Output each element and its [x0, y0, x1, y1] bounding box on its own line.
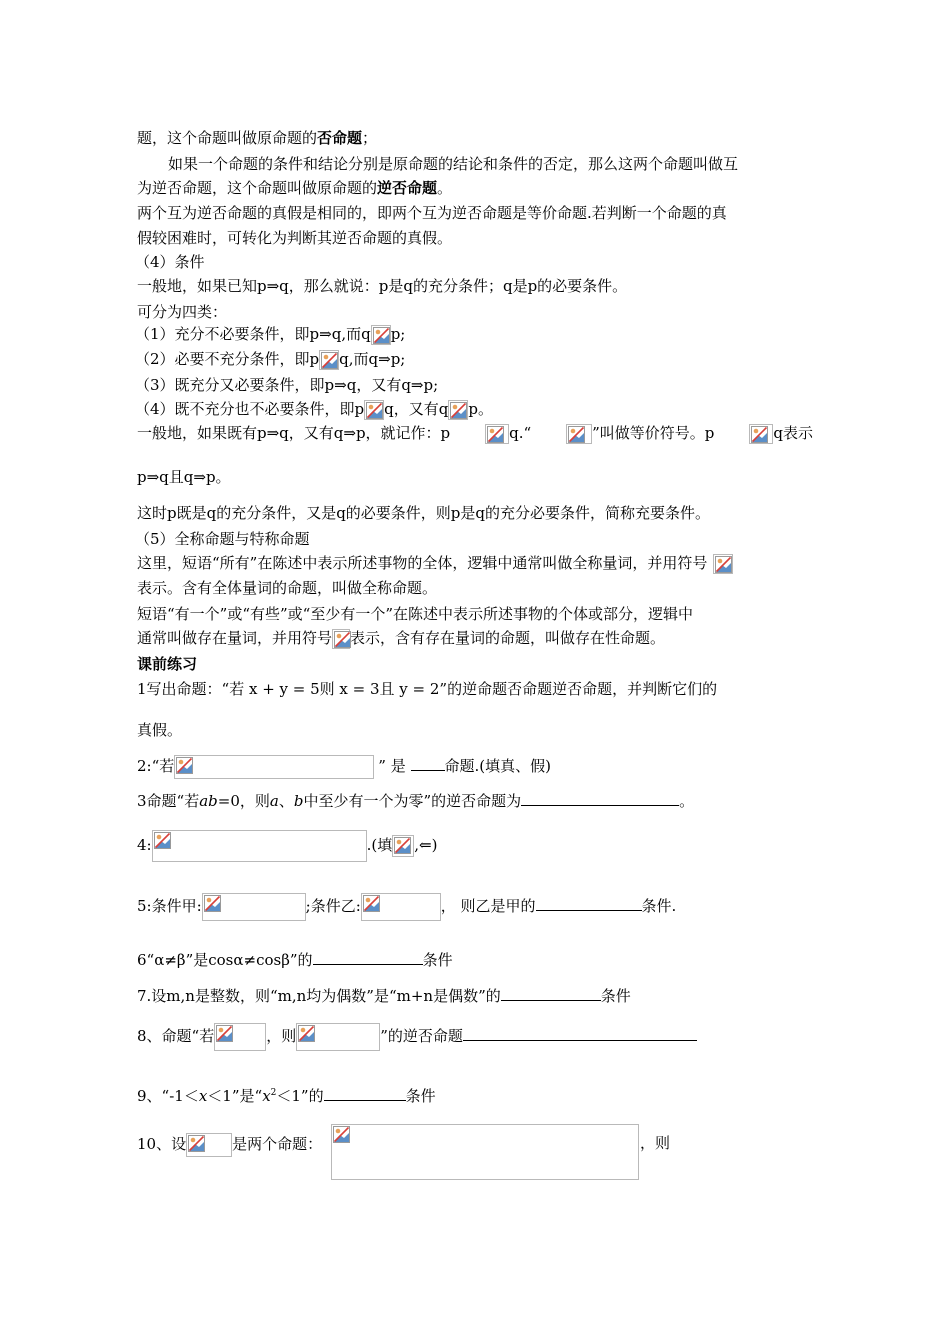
punct: ； — [362, 129, 378, 147]
section-heading-conditions: （4）条件 — [135, 253, 205, 271]
intro-line-4: 两个互为逆否命题的真假是相同的，即两个互为逆否命题是等价命题.若判断一个命题的真 — [137, 204, 727, 222]
broken-image-icon — [361, 893, 441, 921]
kind-3: （3）既充分又必要条件，即p⇒q，又有q⇒p; — [135, 376, 439, 394]
exercise-6: 6“α≠β”是cosα≠cosβ”的 条件 — [137, 951, 453, 969]
exercise-10-tail: ，则 — [640, 1134, 671, 1152]
intro-line-3 — [137, 178, 452, 198]
term-contrapositive: 逆否命题 — [377, 179, 438, 197]
broken-image-icon — [152, 830, 367, 862]
intro-text: 题，这个命题叫做原命题的 — [137, 129, 318, 147]
broken-image-icon — [332, 629, 350, 649]
exercises-heading: 课前练习 — [137, 655, 198, 673]
answer-blank[interactable] — [521, 791, 679, 806]
section-heading-quantifiers: （5）全称命题与特称命题 — [135, 530, 310, 548]
broken-image-icon — [448, 400, 468, 420]
broken-image-icon — [364, 400, 384, 420]
answer-blank[interactable] — [324, 1086, 406, 1101]
universal-line-1: 这里，短语“所有”在陈述中表示所述事物的全体，逻辑中通常叫做全称量词，并用符号 — [137, 553, 733, 574]
broken-image-icon — [713, 554, 733, 574]
answer-blank[interactable] — [501, 986, 601, 1001]
exercise-7: 7.设m,n是整数，则“m,n均为偶数”是“m+n是偶数”的 条件 — [137, 987, 631, 1005]
broken-image-icon — [174, 755, 374, 779]
broken-image-icon — [296, 1023, 380, 1051]
existential-line-2: 通常叫做存在量词，并用符号 表示，含有存在量词的命题，叫做存在性命题。 — [137, 629, 666, 647]
answer-blank[interactable] — [313, 950, 423, 965]
answer-blank[interactable] — [536, 896, 642, 911]
broken-image-icon — [186, 1133, 232, 1157]
exercise-9: 9、“-1＜x＜1”是“$x^2<1$”的 条件 — [137, 1087, 436, 1105]
exercise-1-line-2: 真假。 — [137, 721, 183, 739]
equivalence-line-2: p⇒q且q⇒p。 — [137, 468, 231, 486]
universal-line-2: 表示。含有全体量词的命题，叫做全称命题。 — [137, 579, 438, 597]
conditions-four-kinds: 可分为四类： — [137, 303, 228, 321]
broken-image-icon — [331, 1124, 639, 1180]
exercise-5: 5:条件甲: ;条件乙: ， 则乙是甲的 条件. — [137, 893, 676, 921]
intro-text: 为逆否命题，这个命题叫做原命题的 — [137, 179, 378, 197]
exercise-1-line-1: 1写出命题：“若 x + y = 5则 x = 3且 y = 2”的逆命题否命题逆否命题，并判断它们的 — [137, 680, 718, 698]
exercise-2: 2:“若 ” 是 命题.(填真、假) — [137, 755, 551, 779]
answer-blank[interactable] — [411, 756, 445, 771]
broken-image-icon — [566, 424, 592, 444]
exercise-10: 10、设 是两个命题： — [137, 1133, 322, 1157]
kind-4: （4）既不充分也不必要条件，即p q，又有q p。 — [135, 400, 493, 418]
exercise-8: 8、命题“若 ，则 ”的逆否命题 — [137, 1023, 697, 1051]
term-negation: 否命题 — [317, 129, 363, 147]
punct: 。 — [437, 179, 453, 197]
broken-image-icon — [319, 350, 339, 370]
broken-image-icon — [214, 1023, 266, 1051]
existential-line-1: 短语“有一个”或“有些”或“至少有一个”在陈述中表示所述事物的个体或部分，逻辑中 — [137, 605, 694, 623]
conditions-general: 一般地，如果已知p⇒q，那么就说：p是q的充分条件；q是p的必要条件。 — [137, 277, 628, 295]
broken-image-icon — [485, 424, 509, 444]
broken-image-icon — [371, 325, 391, 345]
broken-image-icon — [749, 424, 773, 444]
equivalence-line: 一般地，如果既有p⇒q，又有q⇒p，就记作：p q.“ ”叫做等价符号。p q表示 — [137, 424, 813, 442]
intro-line-2: 如果一个命题的条件和结论分别是原命题的结论和条件的否定，那么这两个命题叫做互 — [168, 155, 739, 173]
answer-blank[interactable] — [463, 1026, 697, 1041]
exercise-3: 3命题“若ab=0，则a、b中至少有一个为零”的逆否命题为 。 — [137, 792, 695, 810]
intro-line-5: 假较困难时，可转化为判断其逆否命题的真假。 — [137, 229, 453, 247]
broken-image-icon — [392, 835, 414, 857]
broken-image-icon — [202, 893, 306, 921]
exercise-4: 4: .(填 ,⇐) — [137, 830, 437, 862]
kind-1: （1）充分不必要条件，即p⇒q,而q p; — [135, 325, 406, 343]
kind-2: （2）必要不充分条件，即p q,而q⇒p; — [135, 350, 406, 368]
iff-definition: 这时p既是q的充分条件，又是q的必要条件，则p是q的充分必要条件，简称充要条件。 — [137, 504, 711, 522]
intro-line-1 — [137, 128, 377, 148]
